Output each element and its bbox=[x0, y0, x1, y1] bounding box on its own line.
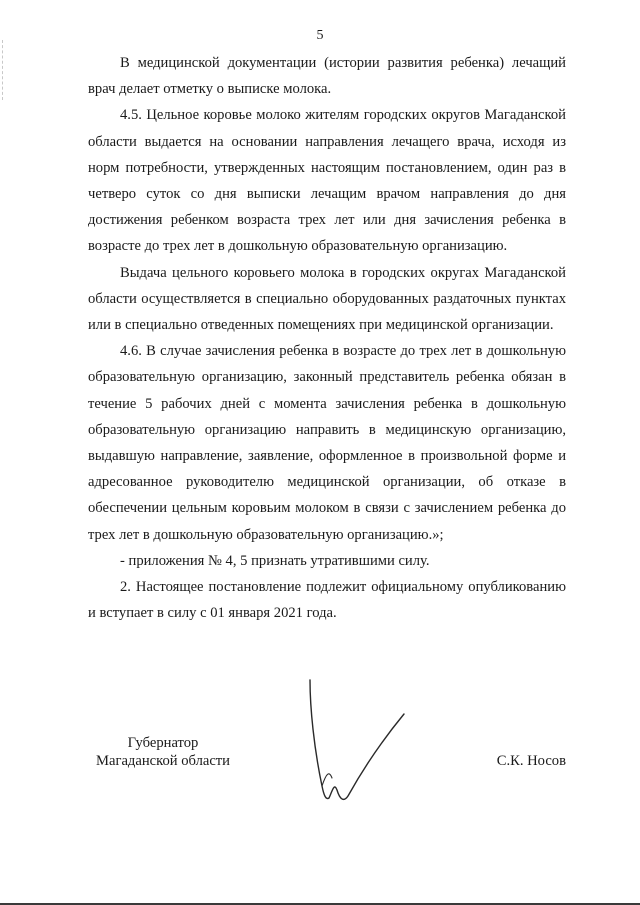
handwritten-signature bbox=[296, 678, 416, 806]
paragraph-medical-records-note: В медицинской документации (истории развития ребенка) лечащий врач делает отметку о выписке молока. bbox=[88, 55, 566, 98]
paragraph-clause-2-publication: 2. Настоящее постановление подлежит официальному опубликованию и вступает в силу с 01 января 2021 года. bbox=[88, 579, 566, 622]
document-body bbox=[88, 50, 566, 626]
signer-position bbox=[88, 734, 238, 770]
signer-position-line-2: Магаданской области bbox=[96, 753, 230, 769]
signer-position-line-1: Губернатор bbox=[127, 735, 199, 751]
paragraph-clause-4-6: 4.6. В случае зачисления ребенка в возрасте до трех лет в дошкольную образовательную организацию, законный представитель ребенка обязан в течение 5 рабочих дней с момента зачисления ребенка в дошкольную образовательную организацию направить в медицинскую организацию, выдавшую направление, заявление, оформленное в произвольной форме и адресованное руководителю медицинской организации, об отказе в обеспечении цельным коровьим молоком в связи с зачислением ребенка до трех лет в дошкольную образовательную организацию.»; bbox=[88, 343, 566, 543]
page-number: 5 bbox=[316, 28, 324, 43]
paragraph-clause-4-5: 4.5. Цельное коровье молоко жителям городских округов Магаданской области выдается на основании направления лечащего врача, исходя из норм потребности, утвержденных настоящим постановлением, один раз в четверо суток со дня выписки лечащим врачом направления до дня достижения ребенком возраста трех лет или дня зачисления ребенка в возрасте до трех лет в дошкольную образовательную организацию. bbox=[88, 107, 566, 255]
signer-name: С.К. Носов bbox=[496, 753, 566, 769]
paragraph-milk-distribution: Выдача цельного коровьего молока в городских округах Магаданской области осуществляется в специально оборудованных раздаточных пунктах или в специально отведенных помещениях при медицинской организации. bbox=[88, 264, 566, 334]
scan-edge-marks bbox=[2, 40, 5, 100]
paragraph-annexes-invalid: - приложения № 4, 5 признать утратившими силу. bbox=[120, 552, 430, 569]
